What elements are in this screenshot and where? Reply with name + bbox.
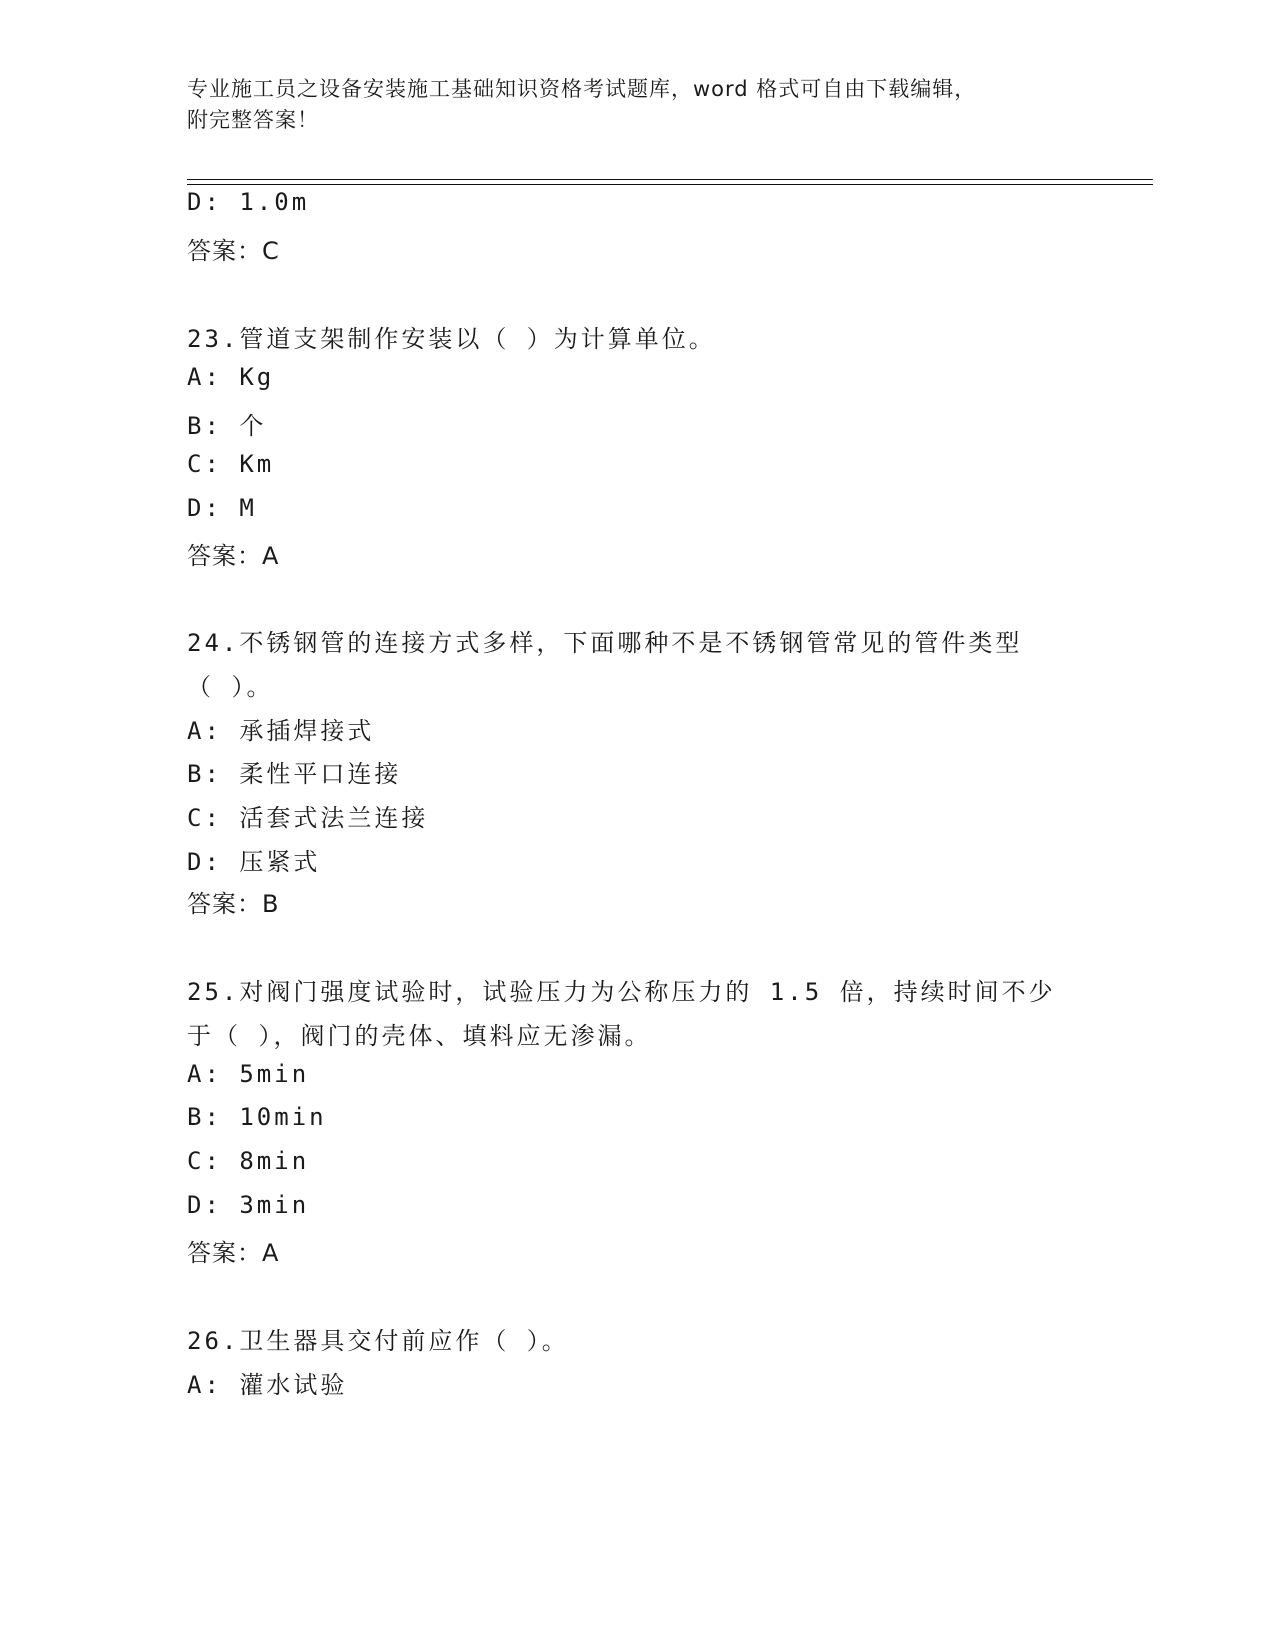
q25-stem-line-2: 于（ ），阀门的壳体、填料应无渗漏。: [187, 1022, 652, 1050]
q25-stem-line-1: 25.对阀门强度试验时，试验压力为公称压力的 1.5 倍，持续时间不少: [187, 978, 1056, 1006]
header-line-2: 附完整答案！: [187, 108, 319, 132]
page-header: [187, 74, 1067, 136]
q24-stem-line-2: （ ）。: [187, 673, 274, 701]
q23-option-d: D: M: [187, 494, 257, 522]
q24-answer: 答案：B: [187, 890, 280, 918]
q22-option-d: D: 1.0m: [187, 188, 310, 216]
header-divider-top: [187, 179, 1153, 180]
q22-answer: 答案：C: [187, 237, 280, 265]
q24-option-d: D: 压紧式: [187, 848, 321, 876]
header-divider-bottom: [187, 184, 1153, 185]
q23-option-b: B: 个: [187, 412, 267, 440]
q25-answer: 答案：A: [187, 1239, 280, 1267]
q24-stem-line-1: 24.不锈钢管的连接方式多样，下面哪种不是不锈钢管常见的管件类型: [187, 629, 1023, 657]
q26-stem: 26.卫生器具交付前应作（ ）。: [187, 1327, 569, 1355]
q23-answer: 答案：A: [187, 542, 280, 570]
q25-option-c: C: 8min: [187, 1147, 310, 1175]
q23-option-c: C: Km: [187, 450, 275, 478]
q26-option-a: A: 灌水试验: [187, 1371, 348, 1399]
q24-option-b: B: 柔性平口连接: [187, 760, 402, 788]
q23-stem: 23.管道支架制作安装以（ ）为计算单位。: [187, 325, 716, 353]
q25-option-a: A: 5min: [187, 1060, 310, 1088]
header-line-1: 专业施工员之设备安装施工基础知识资格考试题库，word 格式可自由下载编辑，: [187, 77, 977, 101]
q23-option-a: A: Kg: [187, 363, 275, 391]
q25-option-b: B: 10min: [187, 1103, 327, 1131]
q25-option-d: D: 3min: [187, 1191, 310, 1219]
q24-option-a: A: 承插焊接式: [187, 717, 375, 745]
q24-option-c: C: 活套式法兰连接: [187, 804, 429, 832]
